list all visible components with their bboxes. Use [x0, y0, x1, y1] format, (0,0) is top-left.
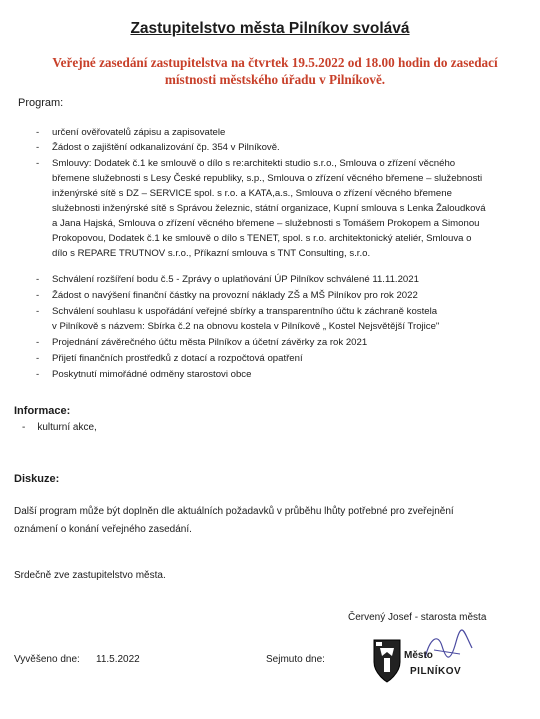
- program-item: [36, 304, 522, 334]
- stamp-line-1: Město: [404, 650, 433, 661]
- town-coat-of-arms-icon: [372, 636, 402, 684]
- announcement-line-2: místnosti městského úřadu v Pilníkově.: [164, 72, 386, 87]
- program-item-line: v Pilníkově s názvem: Sbírka č.2 na obnovu kostela v Pilníkově „ Kostel Nejsvětější Trojice": [52, 321, 440, 332]
- closing-text: Srdečně zve zastupitelstvo města.: [14, 570, 166, 581]
- program-item-line: inženýrské sítě s DZ – SERVICE spol. s r.o. a KATA,a.s., Smlouva o zřízení věcného břemene: [52, 188, 452, 199]
- program-item-line: Žádost o zajištění odkanalizování čp. 354 v Pilníkově.: [52, 142, 280, 153]
- program-item-dash: -: [36, 369, 40, 380]
- info-item: [22, 422, 97, 433]
- program-item-line: určení ověřovatelů zápisu a zapisovatele: [52, 127, 226, 138]
- signature-scribble: [420, 628, 480, 668]
- diskuze-line-2: oznámení o konání veřejného zasedání.: [14, 524, 192, 535]
- program-item-line: Prokopovou, Dodatek č.1 ke smlouvě o dílo s TENET, spol. s r.o. architektonický ateliér, Smlouva o: [52, 233, 472, 244]
- notice-title: Zastupitelstvo města Pilníkov svolává: [130, 20, 410, 37]
- program-item-line: břemene služebnosti s Lesy České republiky, s.p., Smlouva o zřízení věcného břemene – služebnosti: [52, 173, 483, 184]
- info-item-text: kulturní akce,: [37, 422, 97, 433]
- program-item: [36, 156, 522, 261]
- info-label: Informace:: [14, 405, 71, 417]
- program-item-dash: -: [36, 142, 40, 153]
- program-item-dash: -: [36, 274, 40, 285]
- program-item-line: Žádost o navýšení finanční částky na provozní náklady ZŠ a MŠ Pilníkov pro rok 2022: [52, 290, 418, 301]
- program-item-dash: -: [36, 158, 40, 169]
- signature-name: Červený Josef - starosta města: [348, 612, 487, 623]
- stamp-line-2: PILNÍKOV: [410, 666, 462, 677]
- program-item-line: Schválení rozšíření bodu č.5 - Zprávy o uplatňování ÚP Pilníkov schválené 11.11.2021: [52, 274, 419, 285]
- program-item-line: Poskytnutí mimořádné odměny starostovi obce: [52, 369, 252, 380]
- program-item: [36, 351, 522, 366]
- meeting-announcement: [40, 54, 510, 88]
- program-item-line: služebnosti inženýrské sítě s Správou železnic, státní organizace, Kupní smlouva s Lenka Žaloudková: [52, 203, 486, 214]
- program-item-line: Přijetí finančních prostředků z dotací a rozpočtová opatření: [52, 353, 303, 364]
- program-item-dash: -: [36, 337, 40, 348]
- program-item: [36, 125, 522, 140]
- program-item-line: Projednání závěrečného účtu města Pilníkov a účetní závěrky za rok 2021: [52, 337, 368, 348]
- program-label: Program:: [18, 97, 64, 109]
- program-item-dash: -: [36, 290, 40, 301]
- program-item-line: a Jana Hajská, Smlouva o zřízení věcného břemene – služebnosti s Tomášem Prokopem a Simonou: [52, 218, 480, 229]
- program-item: [36, 367, 522, 382]
- program-item-dash: -: [36, 353, 40, 364]
- program-item: [36, 272, 522, 287]
- program-item-line: Schválení souhlasu k uspořádání veřejné sbírky a transparentního účtu k záchraně kostela: [52, 306, 438, 317]
- program-item-dash: -: [36, 306, 40, 317]
- posted-date: 11.5.2022: [96, 654, 140, 665]
- announcement-line-1: Veřejné zasedání zastupitelstva na čtvrtek 19.5.2022 od 18.00 hodin do zasedací: [52, 55, 498, 70]
- info-dash: -: [22, 422, 26, 433]
- posted-label: Vyvěšeno dne:: [14, 654, 80, 665]
- diskuze-text: [14, 503, 514, 539]
- program-item-line: Smlouvy: Dodatek č.1 ke smlouvě o dílo s re:architekti studio s.r.o., Smlouva o zřízení věcného: [52, 158, 456, 169]
- program-item-dash: -: [36, 127, 40, 138]
- diskuze-line-1: Další program může být doplněn dle aktuálních požadavků v průběhu lhůty potřebné pro zveřejnění: [14, 506, 454, 517]
- program-item: [36, 140, 522, 155]
- program-item: [36, 335, 522, 350]
- diskuze-label: Diskuze:: [14, 473, 60, 485]
- program-item-line: dílo s REPARE TRUTNOV s.r.o., Příkazní smlouva s TNT Consulting, s.r.o.: [52, 248, 371, 259]
- program-item: [36, 288, 522, 303]
- removed-label: Sejmuto dne:: [266, 654, 325, 665]
